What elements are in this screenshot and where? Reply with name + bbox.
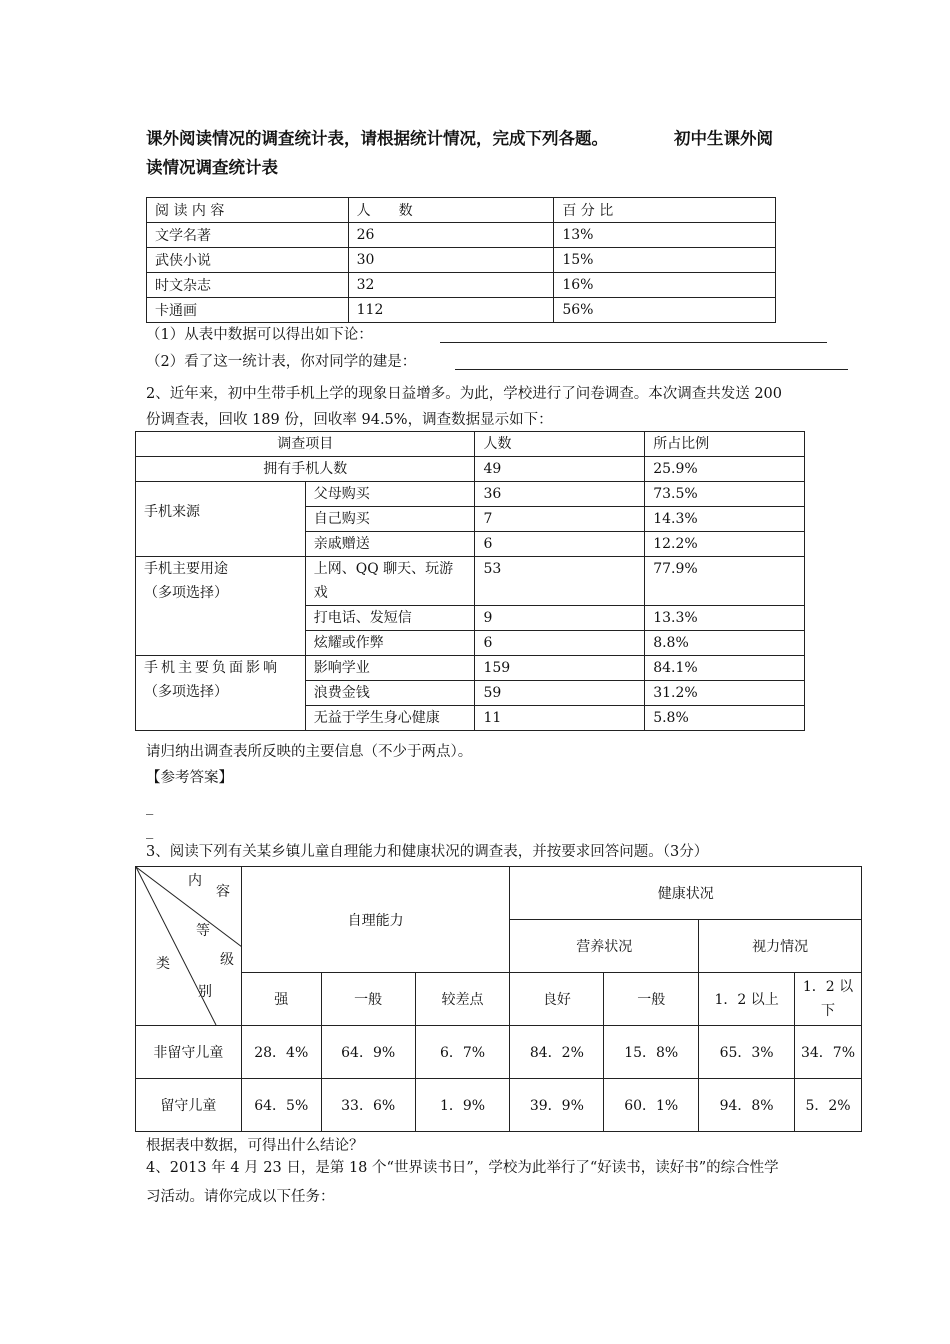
self-care-header: 自理能力 — [241, 867, 510, 973]
table-cell: 84.1% — [645, 656, 805, 681]
table-cell: 留守儿童 — [136, 1079, 242, 1132]
answer-dash-2: _ — [146, 823, 154, 839]
table-cell: 60．1% — [604, 1079, 699, 1132]
row-group-label-line1: 手机主要用途 — [144, 561, 228, 577]
section-3-intro: 3、阅读下列有关某乡镇儿童自理能力和健康状况的调查表，并按要求回答问题。（3分） — [146, 844, 709, 860]
table-cell: 25.9% — [645, 457, 805, 482]
section-2-line1: 2、近年来，初中生带手机上学的现象日益增多。为此，学校进行了问卷调查。本次调查共发送 200 — [146, 386, 783, 402]
corner-label-rong: 容 — [216, 884, 230, 900]
table-cell: 112 — [348, 298, 554, 323]
table-cell: 73.5% — [645, 482, 805, 507]
table-cell: 32 — [348, 273, 554, 298]
section-3-question: 根据表中数据，可得出什么结论？ — [146, 1138, 364, 1154]
question-1-text: （1）从表中数据可以得出如下论： — [146, 327, 373, 343]
table-cell: 53 — [475, 557, 645, 606]
table-header-row — [136, 867, 862, 920]
section-2-intro — [146, 381, 858, 433]
table-cell: 59 — [475, 681, 645, 706]
subheader-cell: 一般 — [321, 973, 415, 1026]
table-cell: 5.8% — [645, 706, 805, 731]
section-4-line1: 4、2013 年 4 月 23 日，是第 18 个“世界读书日”，学校为此举行了“好读书，读好书”的综合性学 — [146, 1160, 779, 1176]
cell-line2: 戏 — [313, 585, 328, 601]
title-part3: 读情况调查统计表 — [146, 158, 278, 177]
table-cell: 父母购买 — [305, 482, 475, 507]
table-cell: 11 — [475, 706, 645, 731]
phone-survey-table — [135, 431, 805, 731]
table-row — [147, 248, 776, 273]
row-group-label — [136, 656, 306, 731]
cell-line1: 上网、QQ 聊天、玩游 — [313, 561, 454, 577]
answer-blank-2[interactable] — [455, 353, 848, 370]
table-row — [136, 457, 805, 482]
table-cell: 30 — [348, 248, 554, 273]
table-row — [147, 298, 776, 323]
table-cell: 6 — [475, 532, 645, 557]
table-cell: 49 — [475, 457, 645, 482]
table-cell: 非留守儿童 — [136, 1026, 242, 1079]
table-cell: 时文杂志 — [147, 273, 349, 298]
subheader-cell: 强 — [241, 973, 321, 1026]
table-cell: 6 — [475, 631, 645, 656]
table-row — [136, 557, 805, 606]
row-group-label-line1: 手机主要负面影响 — [144, 660, 280, 676]
table-cell: 16% — [554, 273, 776, 298]
table-cell: 5．2% — [795, 1079, 862, 1132]
table-cell: 亲戚赠送 — [305, 532, 475, 557]
table-header-cell: 人数 — [475, 432, 645, 457]
table-cell: 15．8% — [604, 1026, 699, 1079]
table-cell: 84．2% — [510, 1026, 604, 1079]
table-cell: 8.8% — [645, 631, 805, 656]
table-cell: 炫耀或作弊 — [305, 631, 475, 656]
table-row — [136, 1026, 862, 1079]
table-cell: 6．7% — [415, 1026, 510, 1079]
reference-answer-label: 【参考答案】 — [146, 770, 233, 786]
table-header-row — [147, 198, 776, 223]
table-header-cell: 人 数 — [348, 198, 554, 223]
subheader-line1: 1．2 以 — [802, 979, 854, 995]
table-cell: 武侠小说 — [147, 248, 349, 273]
table-cell: 13.3% — [645, 606, 805, 631]
table-cell: 浪费金钱 — [305, 681, 475, 706]
table-cell: 56% — [554, 298, 776, 323]
subheader-line2: 下 — [821, 1003, 835, 1019]
section-4-intro — [146, 1154, 858, 1212]
table-cell: 7 — [475, 507, 645, 532]
table-cell: 36 — [475, 482, 645, 507]
row-group-label-line2: （多项选择） — [144, 684, 228, 700]
section-4-line2: 习活动。请你完成以下任务： — [146, 1189, 335, 1205]
table-cell: 1．9% — [415, 1079, 510, 1132]
table-header-cell: 所占比例 — [645, 432, 805, 457]
table-cell: 14.3% — [645, 507, 805, 532]
table-cell: 64．5% — [241, 1079, 321, 1132]
table-cell: 15% — [554, 248, 776, 273]
table-cell: 39．9% — [510, 1079, 604, 1132]
table-cell: 12.2% — [645, 532, 805, 557]
vision-header: 视力情况 — [699, 920, 862, 973]
table-cell: 拥有手机人数 — [136, 457, 475, 482]
row-group-label-line2: （多项选择） — [144, 585, 228, 601]
table-cell: 26 — [348, 223, 554, 248]
answer-dash-1: _ — [146, 799, 154, 815]
question-2-text: （2）看了这一统计表，你对同学的建是： — [146, 354, 417, 370]
table-row — [147, 273, 776, 298]
question-2 — [146, 349, 416, 375]
table-row — [147, 223, 776, 248]
title-part2: 初中生课外阅 — [674, 129, 773, 148]
children-survey-table — [135, 866, 862, 1132]
table-cell: 31.2% — [645, 681, 805, 706]
table-cell: 打电话、发短信 — [305, 606, 475, 631]
table-cell: 无益于学生身心健康 — [305, 706, 475, 731]
row-group-label — [136, 557, 306, 656]
table-header-row — [136, 432, 805, 457]
subheader-cell: 较差点 — [415, 973, 510, 1026]
table-header-cell: 阅 读 内 容 — [147, 198, 349, 223]
corner-label-bie: 别 — [198, 984, 212, 1000]
subheader-cell: 一般 — [604, 973, 699, 1026]
subheader-cell: 良好 — [510, 973, 604, 1026]
table-cell: 文学名著 — [147, 223, 349, 248]
table-cell — [305, 557, 475, 606]
reading-survey-table — [146, 197, 776, 323]
table-cell: 9 — [475, 606, 645, 631]
corner-label-deng: 等 — [196, 923, 210, 939]
subheader-cell — [795, 973, 862, 1026]
table-row — [136, 656, 805, 681]
corner-label-ji: 级 — [220, 952, 234, 968]
subheader-cell: 1．2 以上 — [699, 973, 795, 1026]
table-cell: 64．9% — [321, 1026, 415, 1079]
table-cell: 28．4% — [241, 1026, 321, 1079]
corner-header-cell — [136, 867, 242, 1026]
row-group-label: 手机来源 — [136, 482, 306, 557]
nutrition-header: 营养状况 — [510, 920, 699, 973]
table-cell: 影响学业 — [305, 656, 475, 681]
page-title — [146, 124, 858, 182]
table-subheader-row — [136, 973, 862, 1026]
table-cell: 65．3% — [699, 1026, 795, 1079]
title-part1: 课外阅读情况的调查统计表，请根据统计情况，完成下列各题。 — [146, 129, 608, 148]
section-2-question: 请归纳出调查表所反映的主要信息（不少于两点）。 — [146, 744, 473, 760]
table-header-cell: 调查项目 — [136, 432, 475, 457]
table-cell: 自己购买 — [305, 507, 475, 532]
answer-blank-1[interactable] — [440, 326, 827, 343]
health-header: 健康状况 — [510, 867, 862, 920]
table-cell: 77.9% — [645, 557, 805, 606]
table-row — [136, 1079, 862, 1132]
table-cell: 13% — [554, 223, 776, 248]
table-cell: 94．8% — [699, 1079, 795, 1132]
table-row — [136, 482, 805, 507]
question-1 — [146, 322, 373, 348]
table-cell: 34．7% — [795, 1026, 862, 1079]
corner-label-lei: 类 — [156, 956, 170, 972]
table-header-cell: 百 分 比 — [554, 198, 776, 223]
table-cell: 卡通画 — [147, 298, 349, 323]
corner-label-nei: 内 — [188, 873, 202, 889]
table-cell: 33．6% — [321, 1079, 415, 1132]
table-cell: 159 — [475, 656, 645, 681]
section-2-line2: 份调查表，回收 189 份，回收率 94.5%，调查数据显示如下： — [146, 412, 553, 428]
